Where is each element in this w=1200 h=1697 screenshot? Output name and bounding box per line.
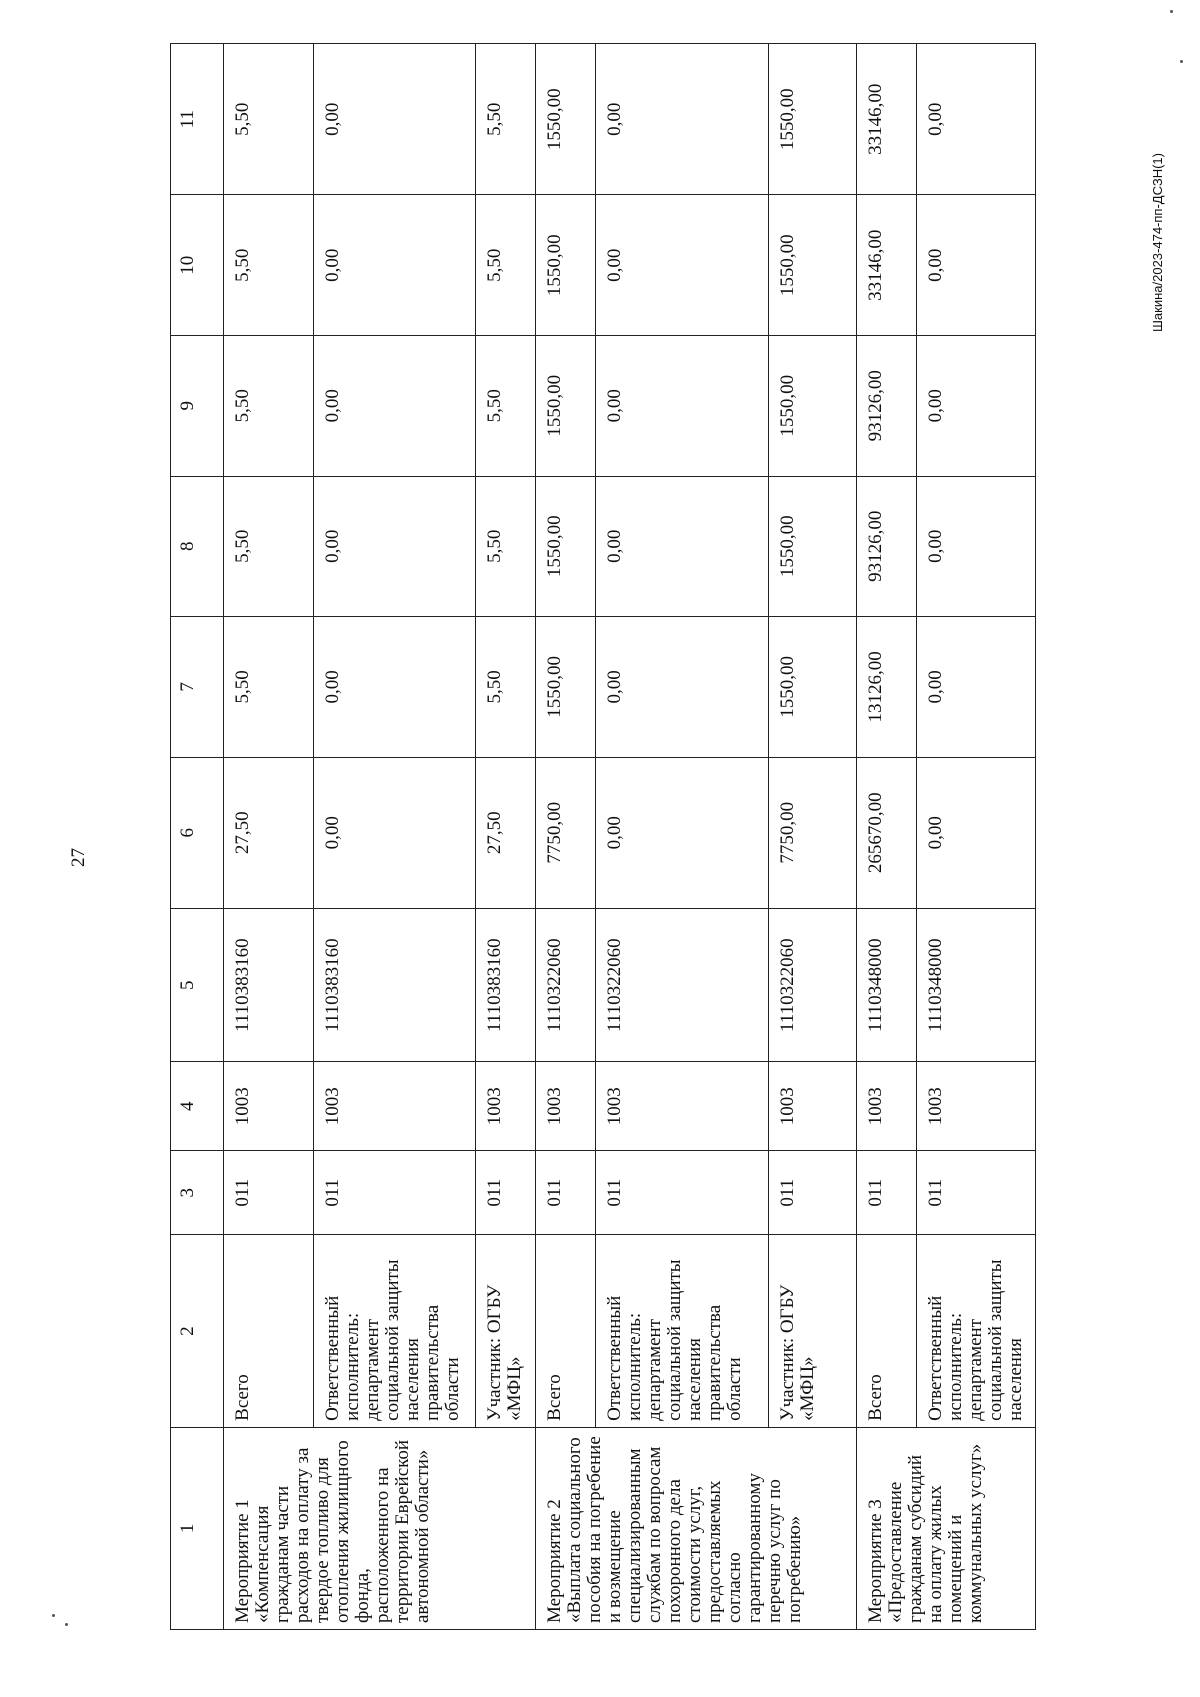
value-cell: 0,00: [917, 44, 1036, 195]
header-row: [171, 44, 224, 1630]
value-cell: 0,00: [917, 757, 1036, 908]
value-cell: 33146,00: [857, 44, 917, 195]
document-id: Шакина/2023-474-пп-ДСЗН(1): [1150, 153, 1165, 332]
value-cell: 1550,00: [536, 195, 596, 336]
value-cell: 011: [857, 1151, 917, 1235]
table-row: [314, 44, 476, 1630]
event-name-cell: Мероприятие 2 «Выплата социального пособия на погребение и возмещение специализированным службам по вопросам похоронного дела стоимости услуг, предоставляемых согласно гарантированному перечню услуг по погребению»: [536, 1427, 857, 1629]
value-cell: 0,00: [917, 617, 1036, 758]
scan-speck: [1180, 60, 1183, 63]
table-row: [596, 44, 769, 1630]
value-cell: 5,50: [476, 195, 536, 336]
value-cell: 5,50: [476, 44, 536, 195]
value-cell: 0,00: [314, 617, 476, 758]
value-cell: 5,50: [476, 476, 536, 617]
value-cell: 7750,00: [536, 757, 596, 908]
table-row: [224, 44, 314, 1630]
value-cell: 0,00: [314, 44, 476, 195]
value-cell: 1003: [224, 1062, 314, 1151]
value-cell: 1003: [476, 1062, 536, 1151]
value-cell: 0,00: [596, 617, 769, 758]
value-cell: 1003: [596, 1062, 769, 1151]
value-cell: 5,50: [476, 617, 536, 758]
header-cell: 8: [171, 476, 224, 617]
executor-cell: Всего: [224, 1235, 314, 1427]
value-cell: 265670,00: [857, 757, 917, 908]
value-cell: 1550,00: [769, 476, 857, 617]
value-cell: 1110383160: [224, 908, 314, 1062]
value-cell: 93126,00: [857, 336, 917, 477]
value-cell: 0,00: [917, 195, 1036, 336]
scan-speck: [1170, 10, 1173, 13]
value-cell: 011: [917, 1151, 1036, 1235]
scan-speck: [65, 1623, 68, 1626]
budget-table: [170, 43, 1036, 1630]
value-cell: 1110322060: [536, 908, 596, 1062]
header-cell: 9: [171, 336, 224, 477]
executor-cell: Ответственный исполнитель: департамент социальной защиты населения правительства области: [314, 1235, 476, 1427]
value-cell: 1550,00: [769, 336, 857, 477]
value-cell: 0,00: [596, 44, 769, 195]
value-cell: 1550,00: [536, 476, 596, 617]
value-cell: 0,00: [596, 195, 769, 336]
executor-cell: Ответственный исполнитель: департамент социальной защиты населения: [917, 1235, 1036, 1427]
value-cell: 1550,00: [536, 44, 596, 195]
value-cell: 33146,00: [857, 195, 917, 336]
executor-cell: Участник: ОГБУ «МФЦ»: [476, 1235, 536, 1427]
value-cell: 1003: [314, 1062, 476, 1151]
value-cell: 1550,00: [536, 336, 596, 477]
value-cell: 0,00: [314, 476, 476, 617]
value-cell: 1110383160: [476, 908, 536, 1062]
event-name-cell: Мероприятие 3 «Предоставление гражданам субсидий на оплату жилых помещений и коммунальных услуг»: [857, 1427, 1036, 1629]
table-row: [857, 44, 917, 1630]
value-cell: 1003: [857, 1062, 917, 1151]
table-row: [476, 44, 536, 1630]
value-cell: 5,50: [224, 336, 314, 477]
header-cell: 7: [171, 617, 224, 758]
value-cell: 1550,00: [769, 195, 857, 336]
value-cell: 1003: [536, 1062, 596, 1151]
value-cell: 93126,00: [857, 476, 917, 617]
value-cell: 1110322060: [769, 908, 857, 1062]
header-cell: 6: [171, 757, 224, 908]
value-cell: 011: [769, 1151, 857, 1235]
value-cell: 0,00: [596, 336, 769, 477]
value-cell: 0,00: [314, 336, 476, 477]
executor-cell: Всего: [857, 1235, 917, 1427]
value-cell: 1110348000: [917, 908, 1036, 1062]
value-cell: 27,50: [476, 757, 536, 908]
value-cell: 011: [536, 1151, 596, 1235]
value-cell: 13126,00: [857, 617, 917, 758]
value-cell: 5,50: [224, 195, 314, 336]
header-cell: 1: [171, 1427, 224, 1629]
value-cell: 5,50: [224, 476, 314, 617]
header-cell: 10: [171, 195, 224, 336]
value-cell: 1110348000: [857, 908, 917, 1062]
header-cell: 2: [171, 1235, 224, 1427]
value-cell: 011: [314, 1151, 476, 1235]
value-cell: 1550,00: [769, 44, 857, 195]
value-cell: 011: [224, 1151, 314, 1235]
header-cell: 5: [171, 908, 224, 1062]
value-cell: 27,50: [224, 757, 314, 908]
value-cell: 0,00: [917, 336, 1036, 477]
value-cell: 0,00: [314, 757, 476, 908]
scan-speck: [52, 1614, 55, 1617]
value-cell: 011: [596, 1151, 769, 1235]
value-cell: 1003: [769, 1062, 857, 1151]
header-cell: 3: [171, 1151, 224, 1235]
value-cell: 1110383160: [314, 908, 476, 1062]
table-row: [536, 44, 596, 1630]
value-cell: 0,00: [314, 195, 476, 336]
header-cell: 4: [171, 1062, 224, 1151]
value-cell: 0,00: [596, 476, 769, 617]
value-cell: 1110322060: [596, 908, 769, 1062]
table-row: [769, 44, 857, 1630]
executor-cell: Ответственный исполнитель: департамент социальной защиты населения правительства области: [596, 1235, 769, 1427]
value-cell: 0,00: [596, 757, 769, 908]
value-cell: 5,50: [224, 617, 314, 758]
value-cell: 5,50: [224, 44, 314, 195]
page-number: 27: [68, 848, 89, 867]
value-cell: 0,00: [917, 476, 1036, 617]
value-cell: 1003: [917, 1062, 1036, 1151]
executor-cell: Всего: [536, 1235, 596, 1427]
value-cell: 5,50: [476, 336, 536, 477]
header-cell: 11: [171, 44, 224, 195]
value-cell: 011: [476, 1151, 536, 1235]
value-cell: 1550,00: [769, 617, 857, 758]
table-row: [917, 44, 1036, 1630]
value-cell: 7750,00: [769, 757, 857, 908]
value-cell: 1550,00: [536, 617, 596, 758]
event-name-cell: Мероприятие 1 «Компенсация гражданам части расходов на оплату за твердое топливо для отопления жилищного фонда, расположенного на территории Еврейской автономной области»: [224, 1427, 536, 1629]
executor-cell: Участник: ОГБУ «МФЦ»: [769, 1235, 857, 1427]
